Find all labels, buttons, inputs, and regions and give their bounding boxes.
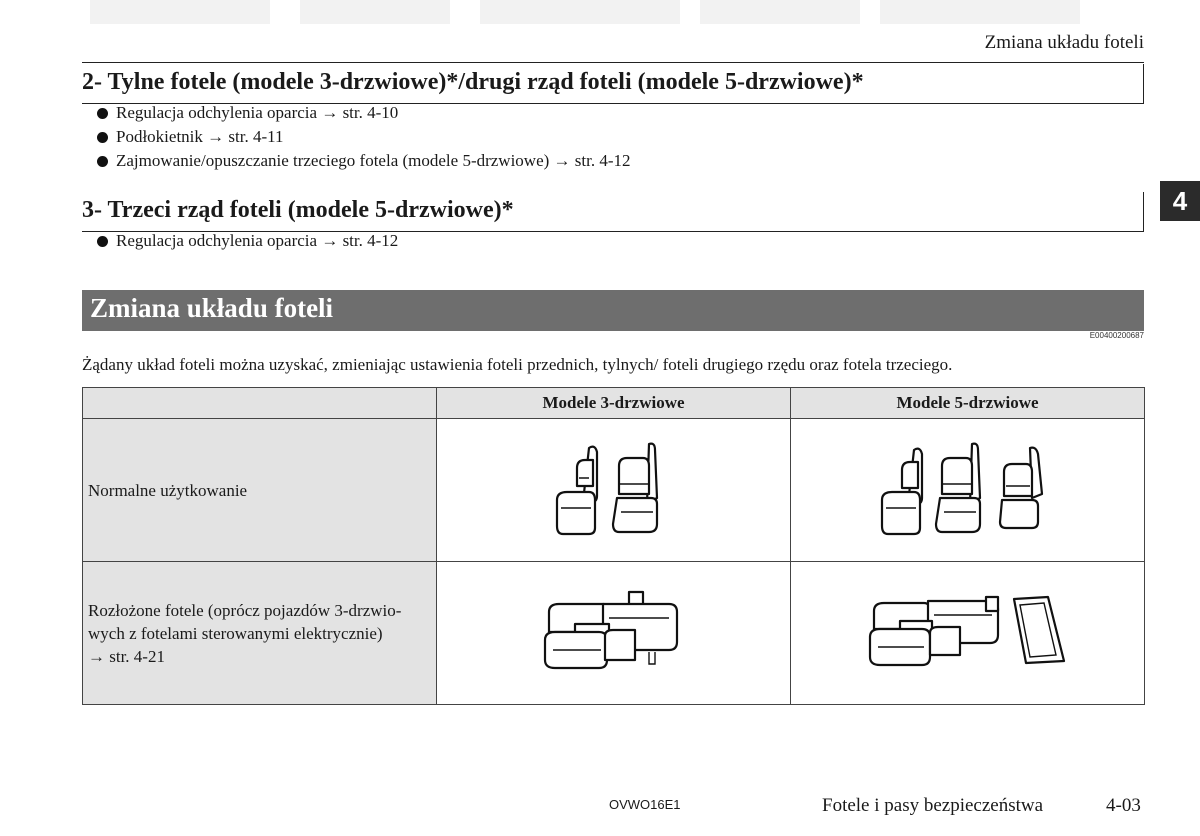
list-item-text: Regulacja odchylenia oparcia → str. 4-12 [116,231,399,250]
bullet-icon [97,132,108,143]
list-item[interactable] [97,125,631,149]
seats-normal-5door-illustration [878,440,1058,540]
section-3-heading: 3- Trzeci rząd foteli (modele 5-drzwiowe)* [82,192,1144,232]
seat-layout-table [82,387,1145,705]
row-label-link[interactable]: → str. 4-21 [88,646,165,666]
table-row [83,562,1145,705]
list-item[interactable] [97,229,398,253]
footer-title: Fotele i pasy bezpieczeństwa [822,795,1044,816]
row-label-line: wych z fotelami sterowanymi elektrycznie) [88,623,383,643]
chapter-tab[interactable]: 4 [1160,181,1200,221]
top-decorative-strip [0,0,1200,28]
seats-flat-3door-illustration [539,588,689,678]
row-label-flat [83,562,437,705]
fig-cell [437,419,791,562]
list-item-text: Zajmowanie/opuszczanie trzeciego fotela (modele 5-drzwiowe) → str. 4-12 [116,151,631,170]
table-row [83,419,1145,562]
row-label-normal: Normalne użytkowanie [83,419,437,562]
section-2-list [97,101,631,173]
list-item[interactable] [97,149,631,173]
list-item-text: Podłokietnik → str. 4-11 [116,127,284,146]
section-banner: Zmiana układu foteli [82,290,1144,331]
fig-cell [791,562,1145,705]
list-item[interactable] [97,101,631,125]
banner-code: E00400200687 [1089,331,1144,340]
intro-paragraph: Żądany układ foteli można uzyskać, zmieniając ustawienia foteli przednich, tylnych/ foteli drugiego rzędu oraz fotela trzeciego. [82,355,953,374]
row-label-line: Rozłożone fotele (oprócz pojazdów 3-drzwio- [88,600,402,620]
page-number: 4-03 [1106,795,1141,816]
fig-cell [437,562,791,705]
seats-flat-5door-illustration [868,593,1068,673]
list-item-text: Regulacja odchylenia oparcia → str. 4-10 [116,103,399,122]
bullet-icon [97,108,108,119]
fig-cell [791,419,1145,562]
section-3-list [97,229,398,253]
header-rule [82,62,1144,63]
section-2-heading: 2- Tylne fotele (modele 3-drzwiowe)*/drugi rząd foteli (modele 5-drzwiowe)* [82,64,1144,104]
footer-code: OVWO16E1 [609,797,681,812]
table-header-blank [83,388,437,419]
page-header-title: Zmiana układu foteli [984,32,1144,53]
bullet-icon [97,156,108,167]
table-header-3door: Modele 3-drzwiowe [437,388,791,419]
bullet-icon [97,236,108,247]
seats-normal-3door-illustration [549,440,679,540]
table-header-5door: Modele 5-drzwiowe [791,388,1145,419]
